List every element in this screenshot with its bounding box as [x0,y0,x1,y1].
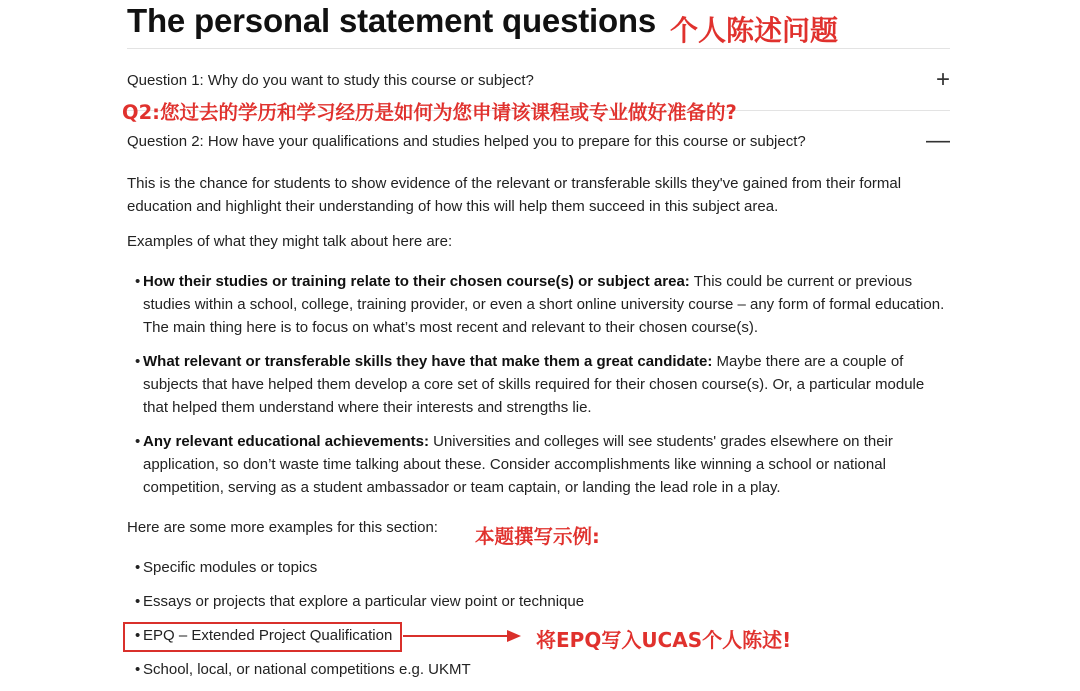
epq-chinese-annotation: 将EPQ写入UCAS个人陈述! [536,628,792,652]
bullet-icon: • [135,273,141,290]
list-item [135,270,950,339]
question-1-accordion[interactable] [127,67,950,93]
list-item [135,556,950,579]
question-2-accordion[interactable] [127,128,950,154]
example-text: EPQ – Extended Project Qualification [143,627,393,644]
examples-chinese-annotation: 本题撰写示例: [475,525,600,548]
collapse-minus-icon[interactable]: — [926,127,950,154]
example-text: Essays or projects that explore a particular view point or technique [143,593,585,610]
question-1-label: Question 1: Why do you want to study this course or subject? [127,71,534,89]
list-item [135,658,950,681]
example-text: Specific modules or topics [143,559,318,576]
question-2-label: Question 2: How have your qualifications and studies helped you to prepare for this course or subject? [127,132,806,150]
bullet-icon: • [135,627,141,644]
list-item [135,430,950,499]
bullet-body: Maybe there are a couple of subjects that have helped them develop a core set of skills required for their chosen course(s). Or, a particular module that helped them understand where their interests and strengths lie. [143,353,925,416]
bullet-icon: • [135,559,141,576]
example-text: School, local, or national competitions e.g. UKMT [143,661,471,678]
bullet-body: Universities and colleges will see students' grades elsewhere on their application, so don’t waste time talking about these. Consider accomplishments like winning a school or national competition, serving as a student ambassador or team captain, or landing the lead role in a play. [143,433,893,496]
divider [127,48,950,49]
bullet-body: This could be current or previous studies within a school, college, training provider, or even a short online university course – any form of formal education. The main thing here is to focus on what’s most recent and relevant to their chosen course(s). [143,273,945,336]
bullet-heading: How their studies or training relate to their chosen course(s) or subject area: [143,273,690,290]
intro-paragraph: This is the chance for students to show evidence of the relevant or transferable skills they've gained from their formal education and highlight their understanding of how this will help them succeed in this subject area. [127,175,902,215]
arrow-right-icon [403,629,521,643]
page-title: The personal statement questions [127,2,657,39]
title-chinese-annotation: 个人陈述问题 [670,14,839,47]
bullet-icon: • [135,593,141,610]
question-2-chinese-annotation: Q2:您过去的学历和学习经历是如何为您申请该课程或专业做好准备的? [122,101,737,124]
list-item [135,350,950,419]
epq-highlight-box [123,622,402,652]
bullet-icon: • [135,353,141,370]
more-examples-intro: Here are some more examples for this section: [127,519,438,536]
bullet-icon: • [135,433,141,450]
bullet-heading: What relevant or transferable skills they have that make them a great candidate: [143,353,713,370]
list-item [135,590,950,613]
bullet-heading: Any relevant educational achievements: [143,433,429,450]
bullet-icon: • [135,661,141,678]
examples-intro: Examples of what they might talk about here are: [127,233,453,250]
expand-plus-icon[interactable]: + [935,66,950,93]
